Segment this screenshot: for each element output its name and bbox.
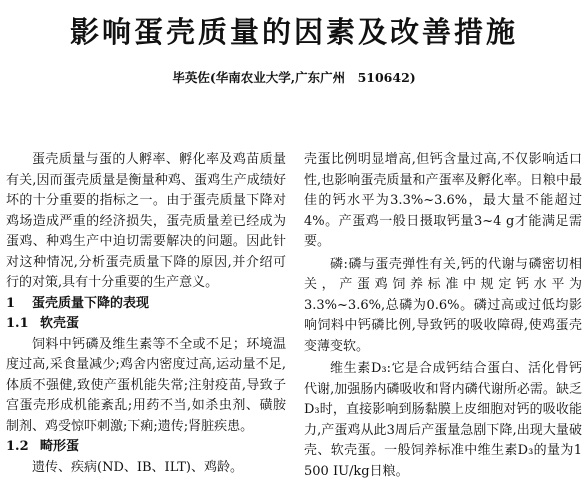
section-1-title: 蛋壳质量下降的表现 [32, 295, 150, 311]
section-1-number: 1 [6, 295, 16, 311]
article-title: 影响蛋壳质量的因素及改善措施 [69, 15, 518, 49]
section-1-heading [6, 294, 286, 315]
subsection-1-1-number: 1.1 [6, 316, 29, 331]
author-affiliation: 毕英佐(华南农业大学,广东广州 510642) [172, 70, 416, 85]
intro-paragraph: 蛋壳质量与蛋的人孵率、孵化率及鸡苗质量有关,因而蛋壳质量是衡量种鸡、蛋鸡生产成绩好坏的十分重要的指标之一。由于蛋壳质量下降对鸡场造成严重的经济损失，蛋壳质量差已经成为蛋鸡、种鸡生产中迫切需要解决的问题。因此针对这种情况,分析蛋壳质量下降的原因,并介绍可行的对策,具有十分重要的生产意义。 [6, 152, 286, 290]
subsection-1-2-text: 遗传、疾病(ND、IB、ILT)、鸡龄。 [32, 459, 244, 475]
subsection-1-2-number: 1.2 [6, 439, 29, 454]
subsection-1-1-heading [6, 314, 286, 335]
subsection-1-2-title: 畸形蛋 [40, 439, 80, 454]
subsection-1-1-text: 饲料中钙磷及维生素等不全或不足；环境温度过高,采食量减少;鸡舍内密度过高,运动量不足,体质不强健,致使产蛋机能失常;注射疫苗,导致子宫蛋壳形成机能紊乱;用药不当,如杀虫剂、磺胺制剂、鸡受惊吓刺激;下痢;遗传;肾脏疾患。 [6, 336, 286, 434]
left-column [6, 150, 286, 478]
subsection-1-2-heading [6, 437, 286, 458]
calcium-paragraph: 壳蛋比例明显增高,但钙含量过高,不仅影响适口性,也影响蛋壳质量和产蛋率及孵化率。日粮中最佳的钙水平为3.3%~3.6%，最大量不能超过4%。产蛋鸡一般日摄取钙量3~4 g才能满足需要。 [304, 152, 582, 249]
subsection-1-1-title: 软壳蛋 [40, 316, 80, 331]
vitamin-d3-paragraph: 维生素D₃:它是合成钙结合蛋白、活化骨钙代谢,加强肠内磷吸收和肾内磷代谢所必需。缺乏D₃时，直接影响到肠黏膜上皮细胞对钙的吸收能力,产蛋鸡从此3周后产蛋量急剧下降,出现大量破壳、软壳蛋。一般饲养标准中维生素D₃的量为1 500 IU/kg日粮。 [304, 361, 582, 479]
right-column [304, 150, 582, 482]
phosphorus-paragraph: 磷:磷与蛋壳弹性有关,钙的代谢与磷密切相关，产蛋鸡饲养标准中规定钙水平为3.3%~3.6%,总磷为0.6%。磷过高或过低均影响饲料中钙磷比例,导致钙的吸收障碍,使鸡蛋壳变薄变软。 [304, 256, 582, 354]
